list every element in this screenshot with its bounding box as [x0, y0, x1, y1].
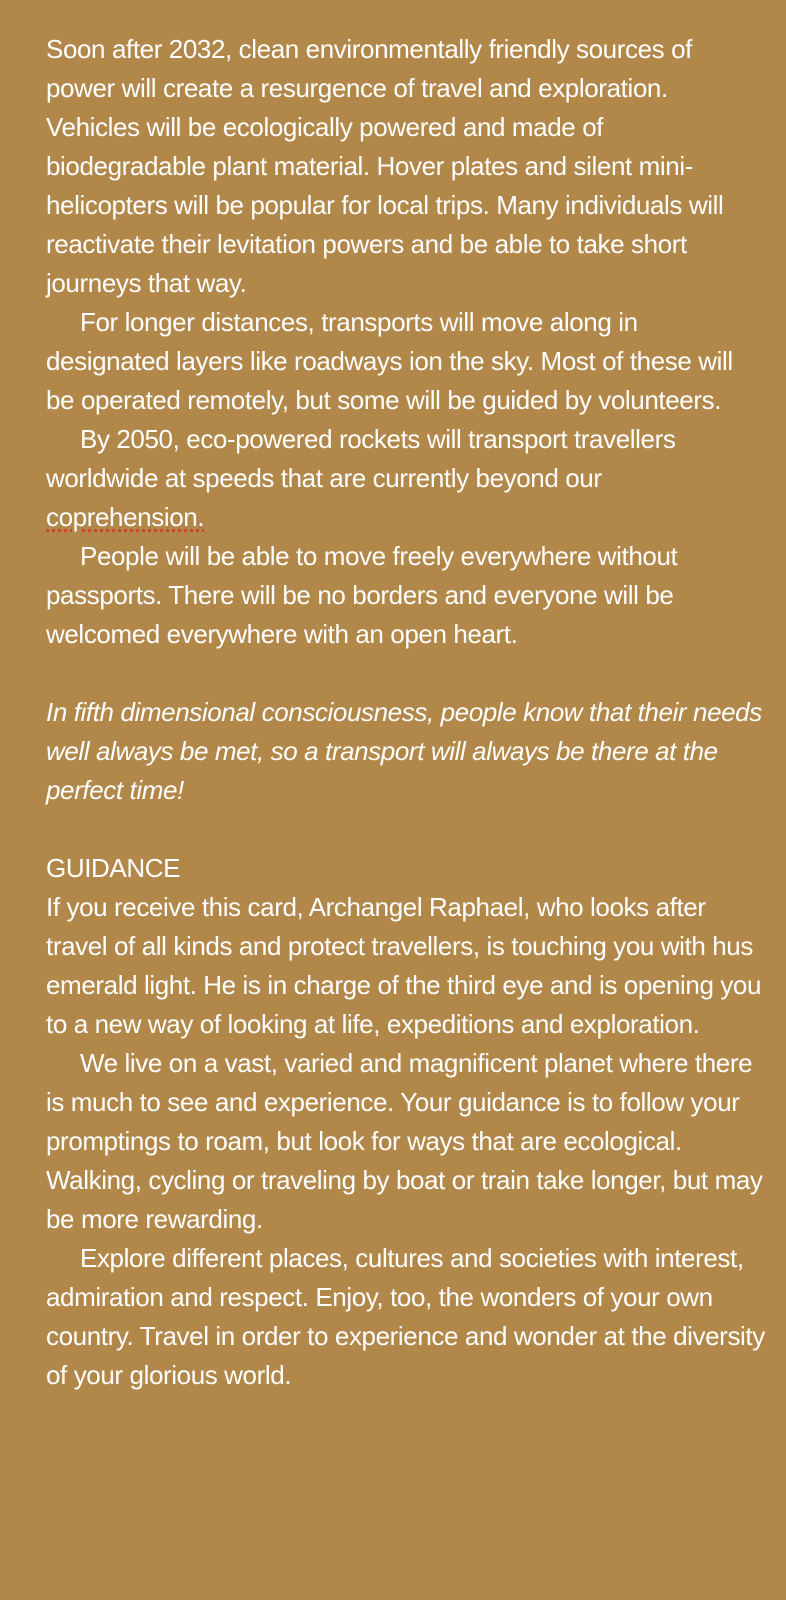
- transport-layers-paragraph: For longer distances, transports will move along in designated layers like roadways ion the sky. Most of these will be operated remotely, but some will be guided by volunteers.: [46, 307, 733, 415]
- section-spacer: [46, 810, 766, 849]
- guidance-heading: GUIDANCE: [46, 853, 181, 883]
- paragraph-spacer: [46, 654, 766, 693]
- guidance-paragraph-3: Explore different places, cultures and societies with interest, admiration and respect. Enjoy, too, the wonders of your own country. Travel in order to experience and wonder at the diversity of your glorious world.: [46, 1243, 765, 1390]
- intro-paragraph: Soon after 2032, clean environmentally friendly sources of power will create a resurgence of travel and exploration. Vehicles will be ecologically powered and made of biodegradable plant material. Hover plates and silent mini-helicopters will be popular for local trips. Many individuals will reactivate their levitation powers and be able to take short journeys that way.: [46, 34, 724, 298]
- rockets-paragraph: [46, 420, 766, 537]
- italic-quote: In fifth dimensional consciousness, people know that their needs well always be met, so a transport will always be there at the perfect time!: [46, 697, 762, 805]
- borders-paragraph: People will be able to move freely everywhere without passports. There will be no borders and everyone will be welcomed everywhere with an open heart.: [46, 541, 678, 649]
- rockets-paragraph-text: By 2050, eco-powered rockets will transport travellers worldwide at speeds that are currently beyond our: [46, 424, 676, 493]
- guidance-paragraph-2: We live on a vast, varied and magnificent planet where there is much to see and experience. Your guidance is to follow your promptings to roam, but look for ways that are ecological. Walking, cycling or traveling by boat or train take longer, but may be more rewarding.: [46, 1048, 763, 1234]
- guidance-paragraph-1: If you receive this card, Archangel Raphael, who looks after travel of all kinds and protect travellers, is touching you with hus emerald light. He is in charge of the third eye and is opening you to a new way of looking at life, expeditions and exploration.: [46, 892, 762, 1039]
- misspelled-word: coprehension.: [46, 502, 205, 532]
